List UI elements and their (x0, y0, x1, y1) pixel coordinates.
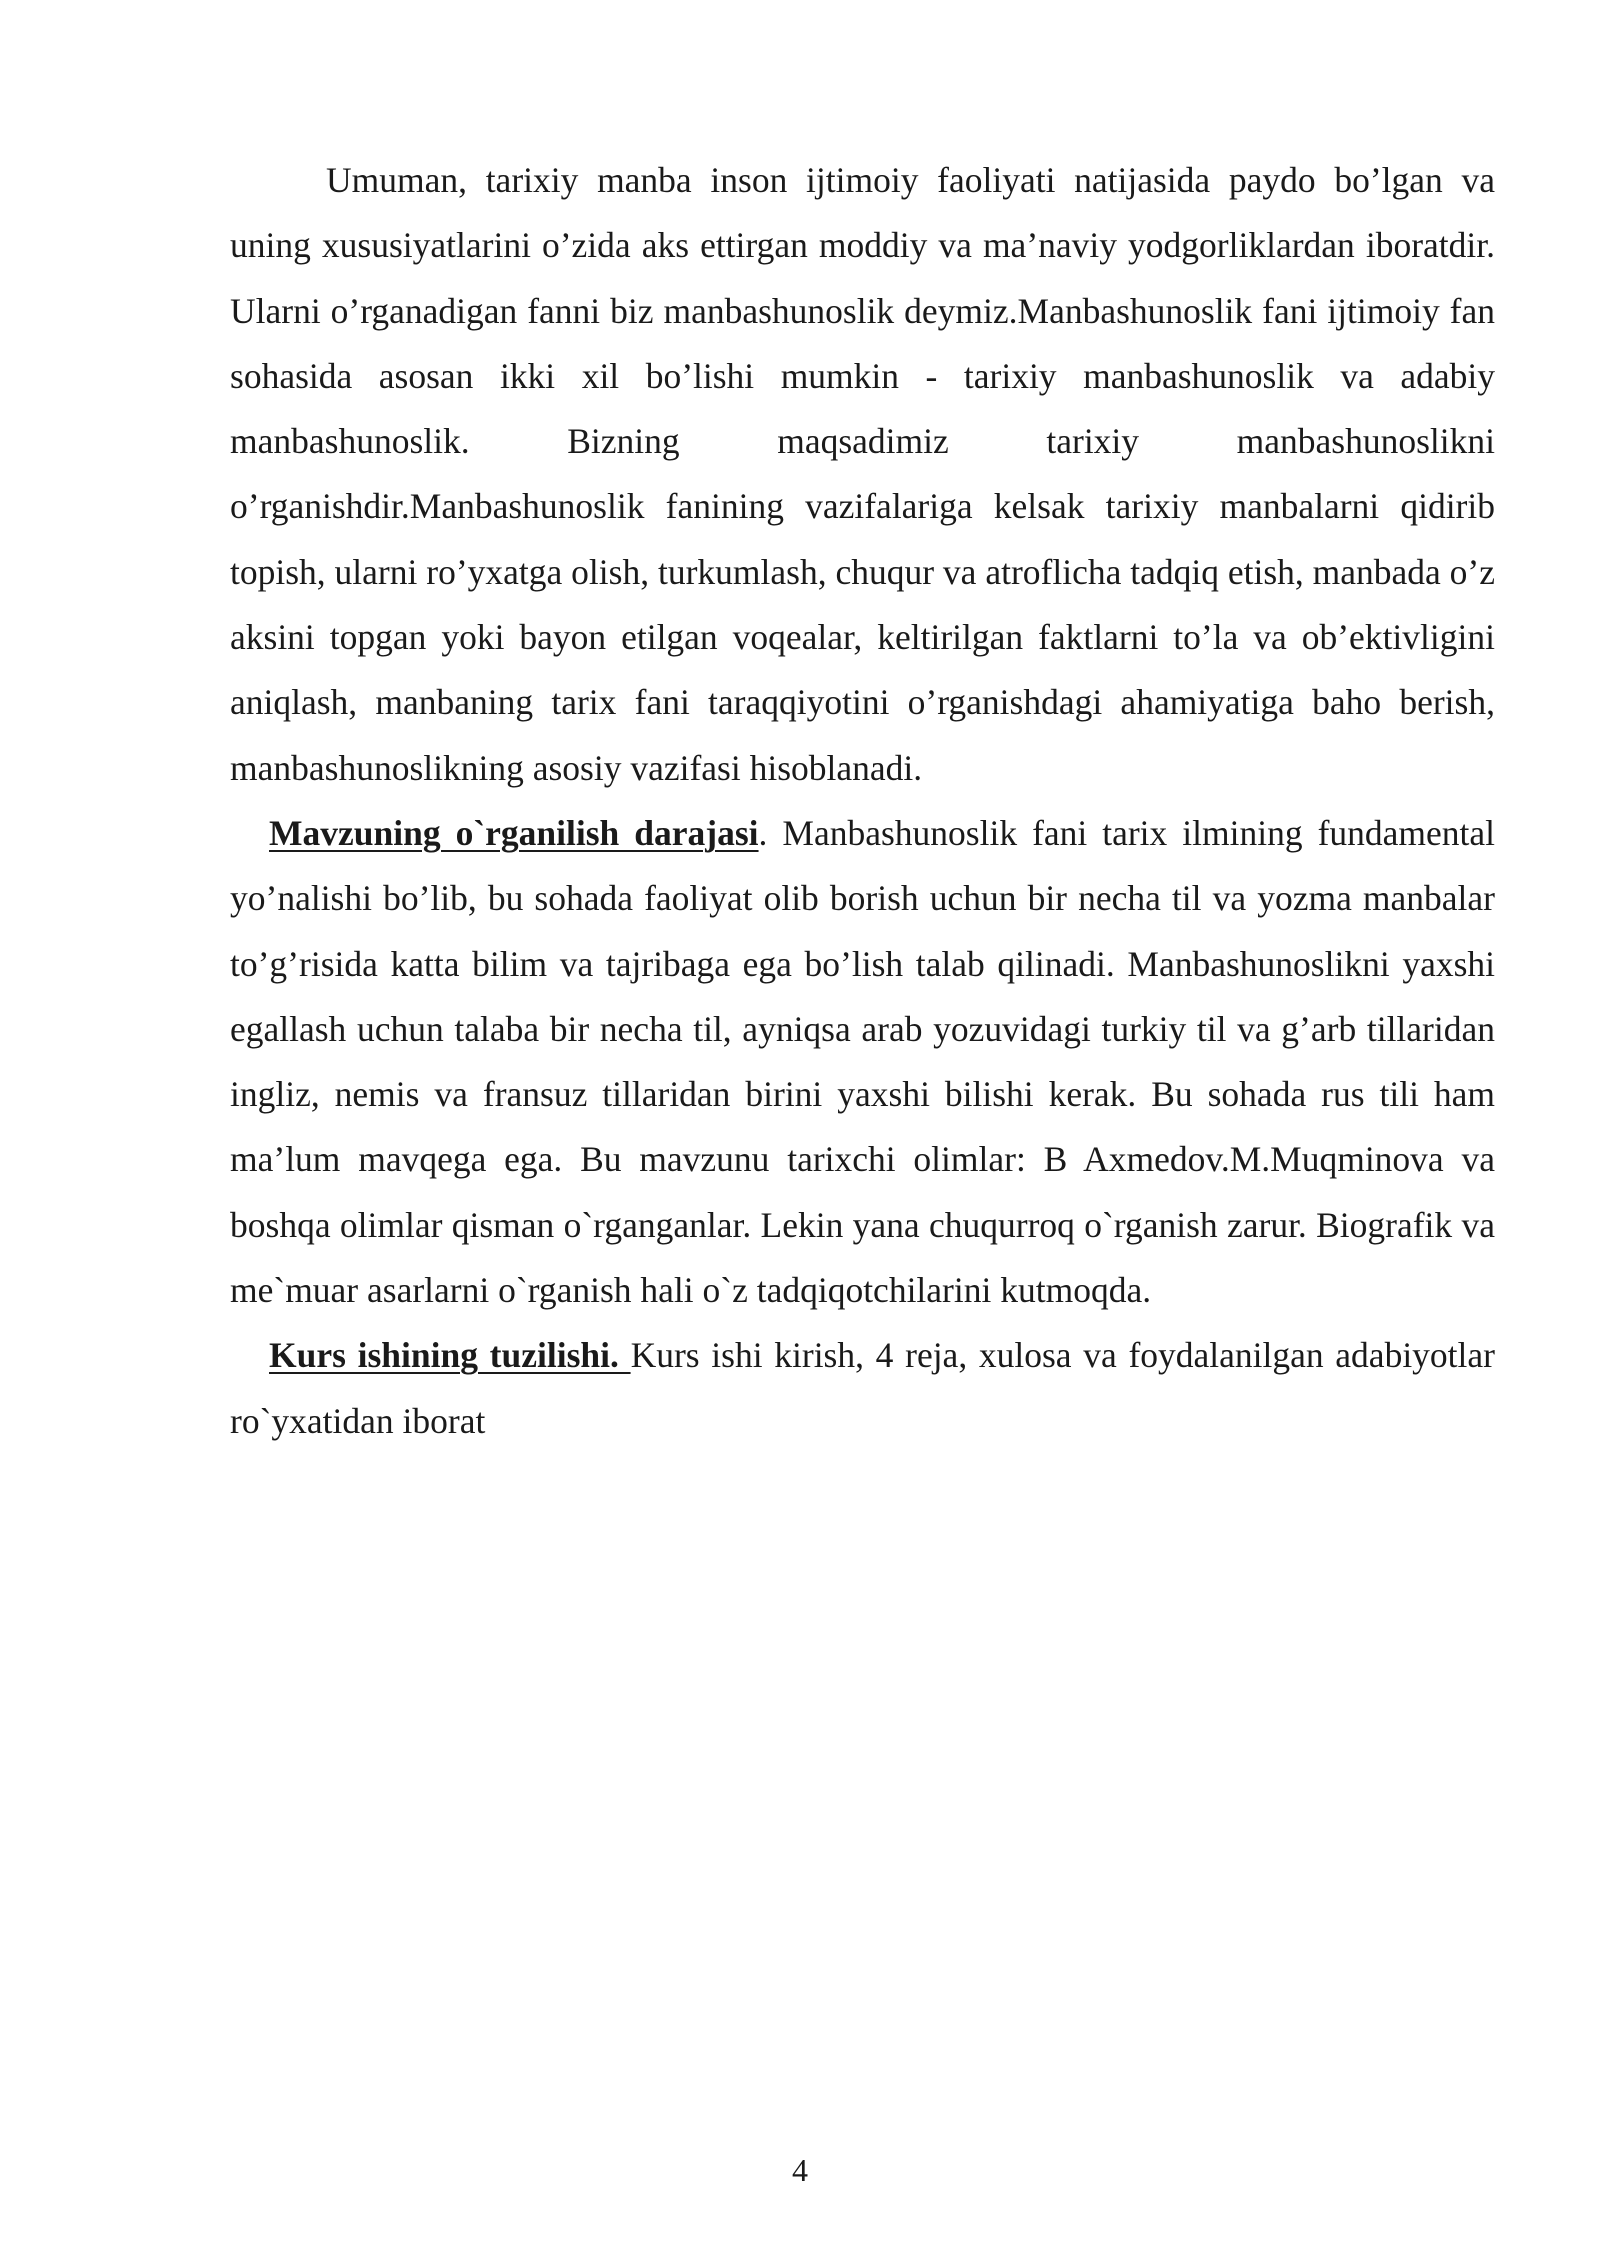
page-number: 4 (792, 2152, 808, 2188)
document-page (230, 148, 1495, 1454)
paragraph-intro: Umuman, tarixiy manba inson ijtimoiy faoliyati natijasida paydo bo’lgan va uning xususiyatlarini o’zida aks ettirgan moddiy va ma’naviy yodgorliklardan iboratdir. Ularni o’rganadigan fanni biz manbashunoslik deymiz.Manbashunoslik fani ijtimoiy fan sohasida asosan ikki xil bo’lishi mumkin - tarixiy manbashunoslik va adabiy manbashunoslik. Bizning maqsadimiz tarixiy manbashunoslikni o’rganishdir.Manbashunoslik fanining vazifalariga kelsak tarixiy manbalarni qidirib topish, ularni ro’yxatga olish, turkumlash, chuqur va atroflicha tadqiq etish, manbada o’z aksini topgan yoki bayon etilgan voqealar, keltirilgan faktlarni to’la va ob’ektivligini aniqlash, manbaning tarix fani taraqqiyotini o’rganishdagi ahamiyatiga baho berish, manbashunoslikning asosiy vazifasi hisoblanadi. (230, 160, 1495, 788)
heading-structure: Kurs ishining tuzilishi. (269, 1335, 631, 1376)
paragraph-structure (230, 1323, 1495, 1454)
paragraph-structure-body: Kurs ishi kirish, 4 reja, xulosa va foydalanilgan adabiyotlar ro`yxatidan iborat (230, 1335, 1495, 1441)
heading-study-level-period: . (758, 812, 768, 853)
paragraph-study-level (230, 801, 1495, 1323)
heading-study-level: Mavzuning o`rganilish darajasi (269, 812, 759, 853)
paragraph-study-level-body: Manbashunoslik fani tarix ilmining fundamental yo’nalishi bo’lib, bu sohada faoliyat olib borish uchun bir necha til va yozma manbalar to’g’risida katta bilim va tajribaga ega bo’lish talab qilinadi. Manbashunoslikni yaxshi egallash uchun talaba bir necha til, ayniqsa arab yozuvidagi turkiy til va g’arb tillaridan ingliz, nemis va fransuz tillaridan birini yaxshi bilishi kerak. Bu sohada rus tili ham ma’lum mavqega ega. Bu mavzunu tarixchi olimlar: B Axmedov.M.Muqminova va boshqa olimlar qisman o`rganganlar. Lekin yana chuqurroq o`rganish zarur. Biografik va me`muar asarlarni o`rganish hali o`z tadqiqotchilarini kutmoqda. (230, 812, 1495, 1311)
